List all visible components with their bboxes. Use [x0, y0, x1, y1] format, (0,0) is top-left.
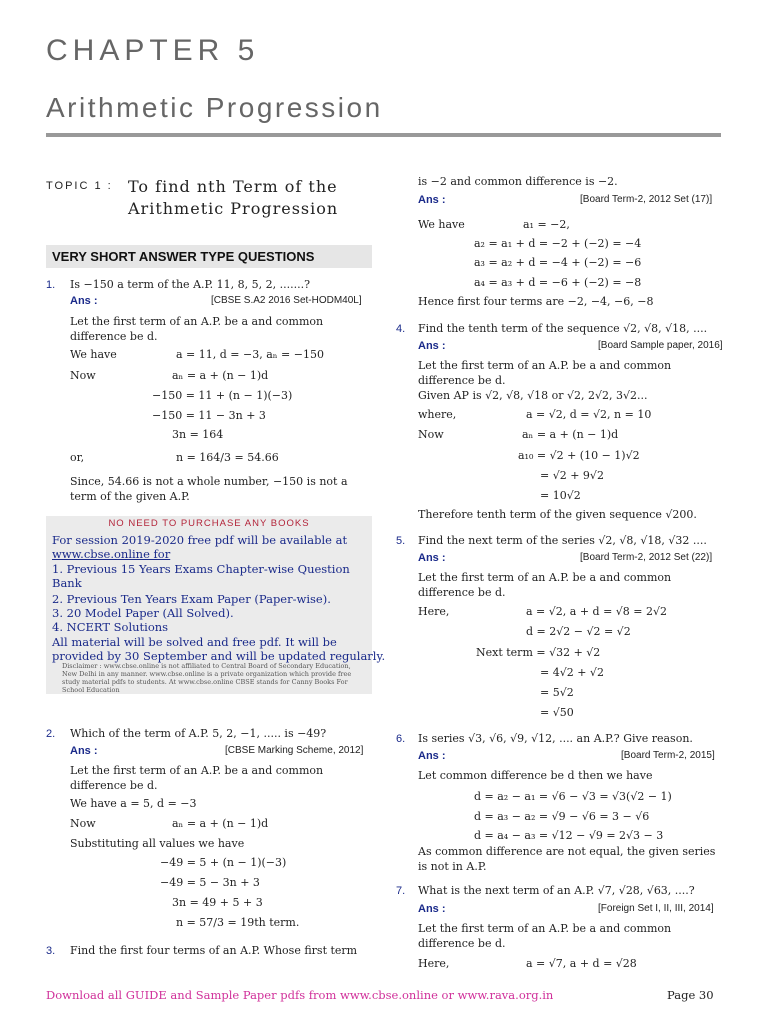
text-line: d = a₂ − a₁ = √6 − √3 = √3(√2 − 1) [474, 790, 672, 803]
section-heading: VERY SHORT ANSWER TYPE QUESTIONS [46, 245, 372, 268]
text-line: a₁ = −2, [523, 218, 570, 231]
text-line: Let the first term of an A.P. be a and common [418, 359, 672, 372]
text-line: d = a₄ − a₃ = √12 − √9 = 2√3 − 3 [474, 829, 664, 842]
text-line: a = √2, d = √2, n = 10 [526, 408, 652, 421]
text-line: a = √7, a + d = √28 [526, 957, 637, 970]
advert-item: 4. NCERT Solutions [52, 620, 169, 634]
answer-label: Ans : [418, 903, 446, 915]
text-line: Here, [418, 957, 450, 970]
source-citation: [Board Term-2, 2012 Set (22)] [580, 552, 713, 563]
text-line: Next term = √32 + √2 [476, 646, 601, 659]
text-line: Let the first term of an A.P. be a and common [70, 315, 324, 328]
text-line: a = 11, d = −3, aₙ = −150 [176, 348, 324, 361]
question-number: 3. [46, 945, 56, 957]
text-line: d = a₃ − a₂ = √9 − √6 = 3 − √6 [474, 810, 650, 823]
advert-item: 2. Previous Ten Years Exam Paper (Paper-wise). [52, 592, 331, 606]
text-line: We have a = 5, d = −3 [70, 797, 197, 810]
chapter-title: Arithmetic Progression [46, 92, 383, 123]
question-number: 4. [396, 323, 406, 335]
advert-link[interactable]: www.cbse.online for [52, 547, 171, 561]
answer-label: Ans : [70, 295, 98, 307]
text-line: Find the next term of the series √2, √8, √18, √32 .... [418, 534, 707, 547]
text-line: = 10√2 [540, 489, 581, 502]
answer-label: Ans : [418, 750, 446, 762]
text-line: = 4√2 + √2 [540, 666, 604, 679]
advert-disclaimer: Disclaimer : www.cbse.online is not affiliated to Central Board of Secondary Education, New Delhi in any manner. www.cbse.online is a private organization which provide free study material pdfs to students. At www.cbse.online CBSE stands for Canny Books For School Education [62, 662, 352, 694]
source-citation: [Board Term-2, 2015] [621, 750, 715, 761]
text-line: difference be d. [418, 374, 506, 387]
advert-item: Bank [52, 576, 82, 590]
text-line: = √50 [540, 706, 574, 719]
source-citation: [CBSE Marking Scheme, 2012] [225, 745, 364, 756]
question-number: 2. [46, 728, 56, 740]
text-line: Given AP is √2, √8, √18 or √2, 2√2, 3√2... [418, 389, 648, 402]
text-line: n = 57/3 = 19th term. [176, 916, 300, 929]
text-line: = 5√2 [540, 686, 574, 699]
advert-item: 1. Previous 15 Years Exams Chapter-wise Question [52, 562, 350, 576]
answer-label: Ans : [418, 340, 446, 352]
text-line: Let the first term of an A.P. be a and common [70, 764, 324, 777]
text-line: = √2 + 9√2 [540, 469, 604, 482]
advert-item: 3. 20 Model Paper (All Solved). [52, 606, 234, 620]
text-line: aₙ = a + (n − 1)d [172, 369, 269, 382]
text-line: Is −150 a term of the A.P. 11, 8, 5, 2, .......? [70, 278, 311, 291]
answer-label: Ans : [418, 552, 446, 564]
text-line: −49 = 5 + (n − 1)(−3) [160, 856, 287, 869]
source-citation: [Board Sample paper, 2016] [598, 340, 723, 351]
text-line: Now [70, 369, 96, 382]
source-citation: [Board Term-2, 2012 Set (17)] [580, 194, 713, 205]
text-line: a₄ = a₃ + d = −6 + (−2) = −8 [474, 276, 642, 289]
topic-title-line1: To find nth Term of the [128, 177, 338, 196]
topic-title-line2: Arithmetic Progression [128, 199, 339, 218]
text-line: aₙ = a + (n − 1)d [522, 428, 619, 441]
question-number: 1. [46, 279, 56, 291]
text-line: As common difference are not equal, the given series [418, 845, 716, 858]
text-line: We have [418, 218, 465, 231]
text-line: Substituting all values we have [70, 837, 245, 850]
text-line: Now [418, 428, 444, 441]
advert-box [46, 516, 386, 694]
text-line: Since, 54.66 is not a whole number, −150 is not a [70, 475, 348, 488]
text-line: What is the next term of an A.P. √7, √28, √63, ....? [418, 884, 695, 897]
text-line: difference be d. [70, 330, 158, 343]
text-line: is −2 and common difference is −2. [418, 175, 618, 188]
answer-label: Ans : [418, 194, 446, 206]
page-number: Page 30 [667, 988, 714, 1002]
chapter-label: CHAPTER 5 [46, 34, 260, 67]
text-line: −150 = 11 + (n − 1)(−3) [152, 389, 293, 402]
text-line: term of the given A.P. [70, 490, 190, 503]
advert-line: provided by 30 September and will be updated regularly. [52, 649, 386, 663]
advert-line: For session 2019-2020 free pdf will be available at [52, 533, 348, 547]
advert-line: All material will be solved and free pdf. It will be [52, 635, 337, 649]
text-line: −150 = 11 − 3n + 3 [152, 409, 266, 422]
text-line: or, [70, 451, 85, 464]
text-line: We have [70, 348, 117, 361]
text-line: Let common difference be d then we have [418, 769, 653, 782]
footer-download-text[interactable]: Download all GUIDE and Sample Paper pdfs from www.cbse.online or www.rava.org.in [46, 988, 554, 1002]
source-citation: [CBSE S.A2 2016 Set-HODM40L] [211, 295, 362, 306]
text-line: Therefore tenth term of the given sequence √200. [418, 508, 697, 521]
text-line: 3n = 49 + 5 + 3 [172, 896, 263, 909]
text-line: Is series √3, √6, √9, √12, .... an A.P.? Give reason. [418, 732, 693, 745]
text-line: −49 = 5 − 3n + 3 [160, 876, 260, 889]
text-line: difference be d. [418, 937, 506, 950]
title-rule [46, 133, 721, 137]
text-line: Which of the term of A.P. 5, 2, −1, ..... is −49? [70, 727, 327, 740]
text-line: Now [70, 817, 96, 830]
text-line: Find the first four terms of an A.P. Whose first term [70, 944, 358, 957]
text-line: a₃ = a₂ + d = −4 + (−2) = −6 [474, 256, 642, 269]
advert-heading: NO NEED TO PURCHASE ANY BOOKS [108, 518, 310, 529]
question-number: 6. [396, 733, 406, 745]
text-line: aₙ = a + (n − 1)d [172, 817, 269, 830]
text-line: a = √2, a + d = √8 = 2√2 [526, 605, 668, 618]
text-line: d = 2√2 − √2 = √2 [526, 625, 631, 638]
text-line: Find the tenth term of the sequence √2, √8, √18, .... [418, 322, 708, 335]
text-line: is not in A.P. [418, 860, 487, 873]
question-number: 5. [396, 535, 406, 547]
text-line: where, [418, 408, 457, 421]
text-line: Let the first term of an A.P. be a and common [418, 571, 672, 584]
text-line: difference be d. [418, 586, 506, 599]
text-line: n = 164/3 = 54.66 [176, 451, 279, 464]
topic-label: TOPIC 1 : [46, 180, 113, 192]
text-line: a₂ = a₁ + d = −2 + (−2) = −4 [474, 237, 642, 250]
text-line: Let the first term of an A.P. be a and common [418, 922, 672, 935]
answer-label: Ans : [70, 745, 98, 757]
question-number: 7. [396, 885, 406, 897]
source-citation: [Foreign Set I, II, III, 2014] [598, 903, 714, 914]
text-line: 3n = 164 [172, 428, 224, 441]
text-line: Here, [418, 605, 450, 618]
text-line: a₁₀ = √2 + (10 − 1)√2 [518, 449, 640, 462]
text-line: Hence first four terms are −2, −4, −6, −8 [418, 295, 654, 308]
text-line: difference be d. [70, 779, 158, 792]
